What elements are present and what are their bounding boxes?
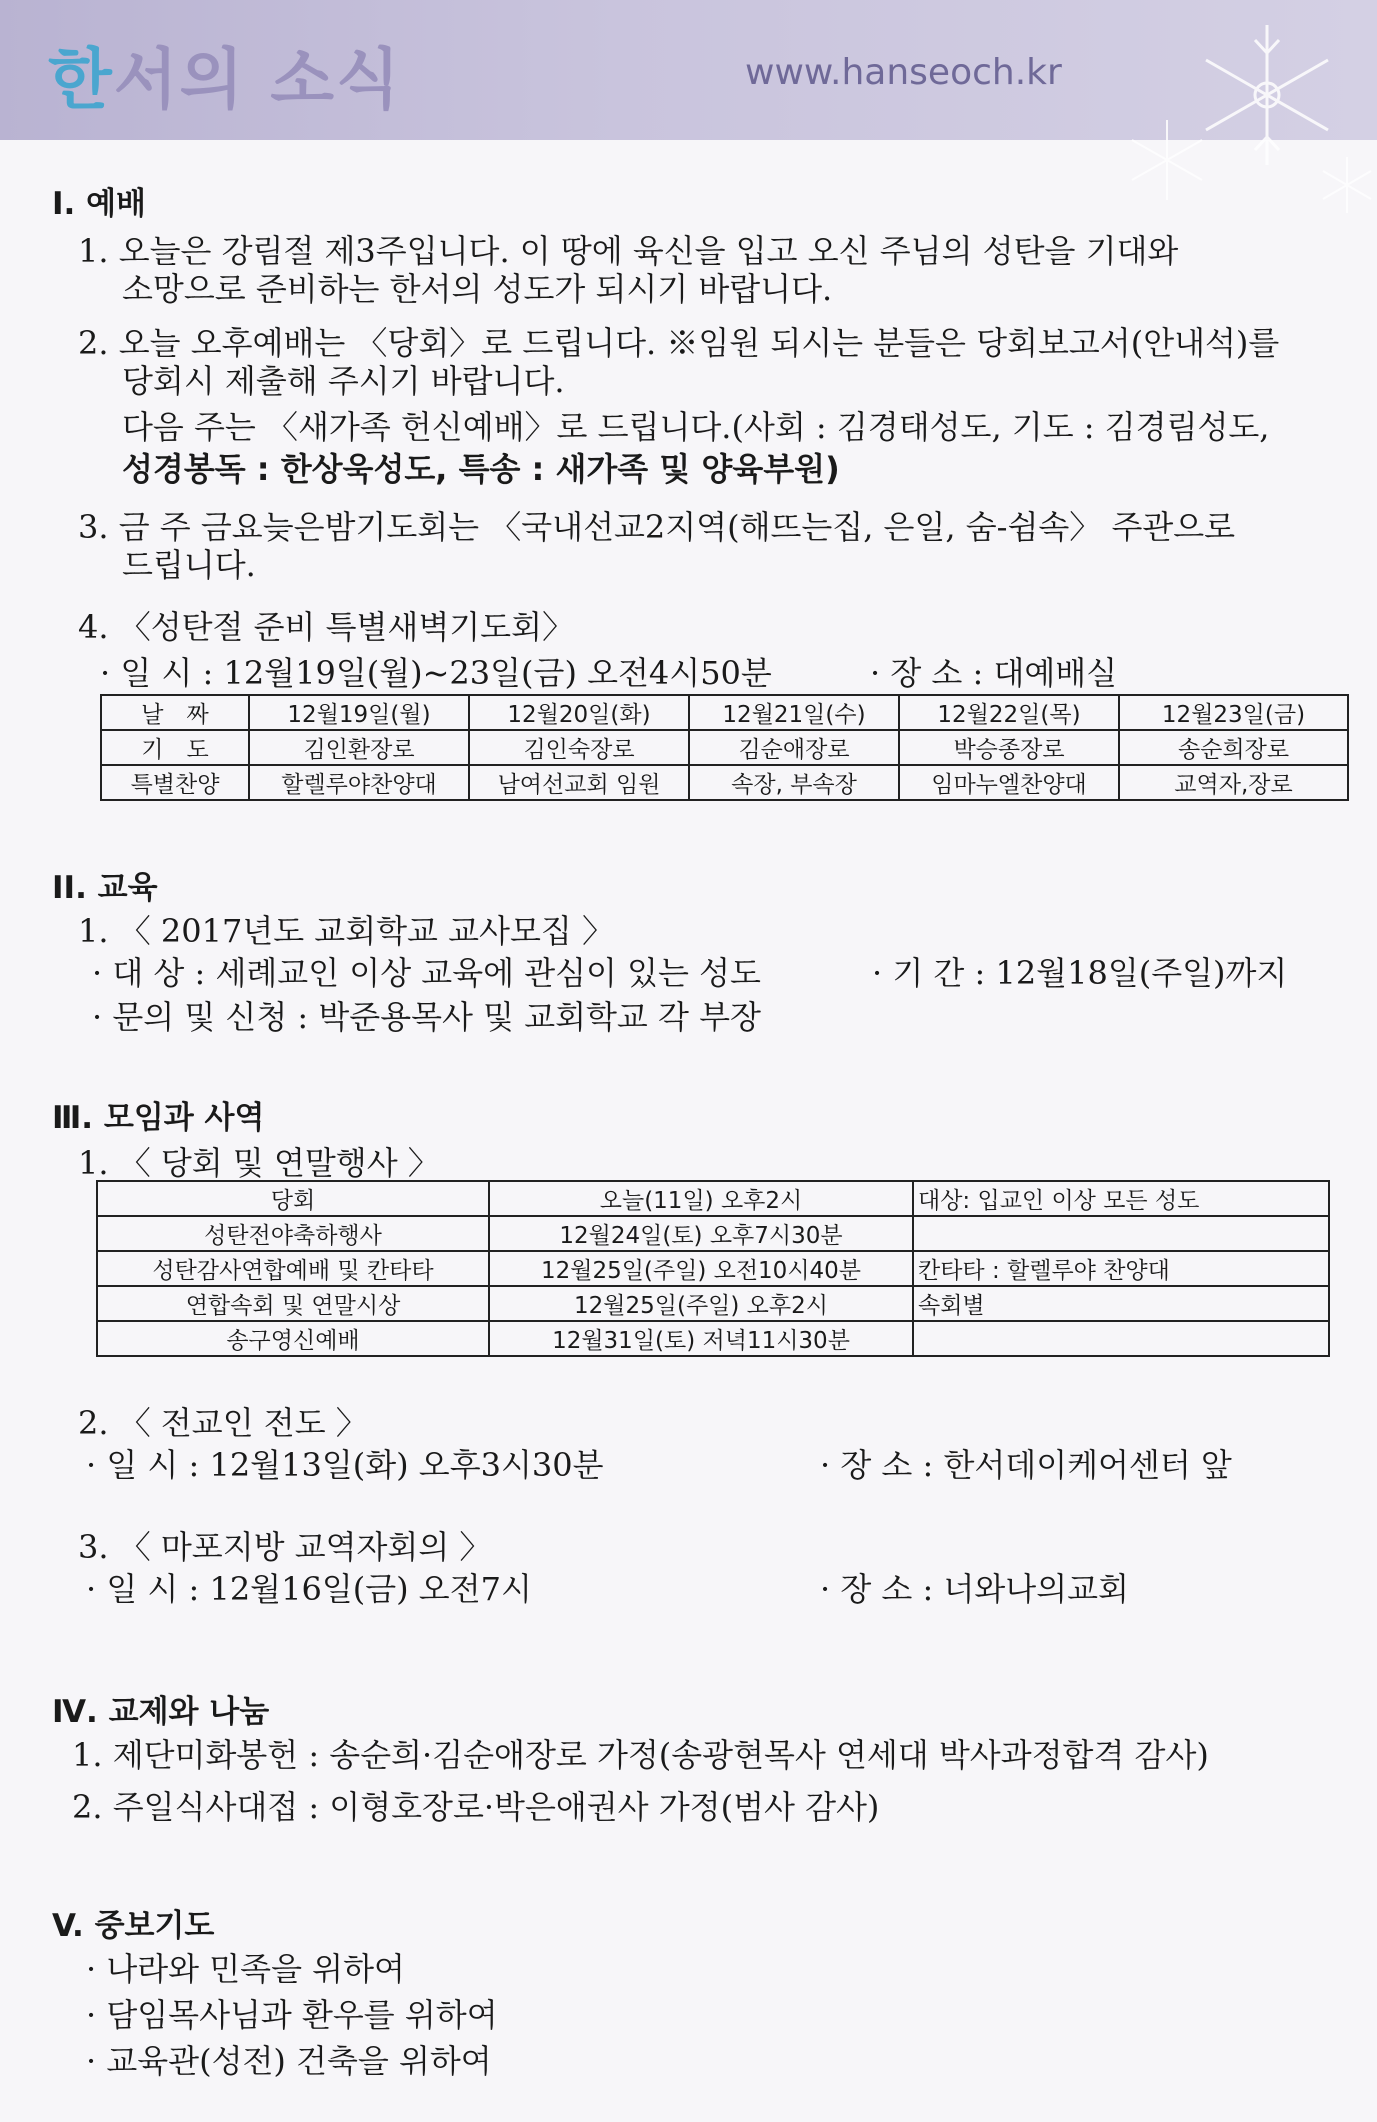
section-worship-heading: I. 예배: [52, 186, 146, 222]
table-cell: 송구영신예배: [97, 1321, 489, 1356]
table-row: [97, 1251, 1329, 1286]
table-cell: [913, 1321, 1329, 1356]
education-item1-title: 1. 〈 2017년도 교회학교 교사모집 〉: [78, 912, 614, 950]
table-cell: 12월24일(토) 오후7시30분: [489, 1216, 913, 1251]
meetings-item3-title: 3. 〈 마포지방 교역자회의 〉: [78, 1528, 492, 1566]
section-meetings-heading: Ⅲ. 모임과 사역: [52, 1100, 265, 1136]
worship-item1-line2: 소망으로 준비하는 한서의 성도가 되시기 바랍니다.: [122, 270, 833, 308]
meetings-item2-place: · 장 소 : 한서데이케어센터 앞: [820, 1446, 1232, 1484]
table-cell: 12월23일(금): [1119, 695, 1348, 730]
table-cell: 남여선교회 임원: [469, 765, 689, 800]
table-cell: 연합속회 및 연말시상: [97, 1286, 489, 1321]
table-row: [97, 1321, 1329, 1356]
section-education-heading: II. 교육: [52, 870, 158, 906]
table-cell: 속회별: [913, 1286, 1329, 1321]
worship-item3-line2: 드립니다.: [122, 546, 256, 584]
year-end-events-table: [96, 1180, 1330, 1357]
worship-item4-time: · 일 시 : 12월19일(월)~23일(금) 오전4시50분: [100, 654, 772, 692]
fellowship-item1: 1. 제단미화봉헌 : 송순희·김순애장로 가정(송광현목사 연세대 박사과정합격 감사): [72, 1736, 1209, 1774]
intercession-item: · 교육관(성전) 건축을 위하여: [86, 2042, 492, 2080]
table-cell: 속장, 부속장: [689, 765, 899, 800]
newsletter-title: [48, 26, 402, 121]
worship-item2-line2: 당회시 제출해 주시기 바랍니다.: [122, 362, 565, 400]
section-intercession-heading: V. 중보기도: [52, 1908, 215, 1944]
intercession-item: · 담임목사님과 환우를 위하여: [86, 1996, 498, 2034]
table-cell: 성탄전야축하행사: [97, 1216, 489, 1251]
table-cell: [913, 1216, 1329, 1251]
meetings-item3-place: · 장 소 : 너와나의교회: [820, 1570, 1129, 1608]
table-cell: 대상: 입교인 이상 모든 성도: [913, 1181, 1329, 1216]
table-cell: 김순애장로: [689, 730, 899, 765]
worship-item1-line1: 1. 오늘은 강림절 제3주입니다. 이 땅에 육신을 입고 오신 주님의 성탄을 기대와: [78, 232, 1179, 270]
table-cell: 김인환장로: [249, 730, 469, 765]
table-row: [97, 1181, 1329, 1216]
table-cell: 칸타타 : 할렐루야 찬양대: [913, 1251, 1329, 1286]
worship-item3-line1: 3. 금 주 금요늦은밤기도회는 〈국내선교2지역(해뜨는집, 은일, 숨-쉼속〉 주관으로: [78, 508, 1236, 546]
table-cell: 임마누엘찬양대: [899, 765, 1119, 800]
table-cell: 박승종장로: [899, 730, 1119, 765]
table-cell: 12월21일(수): [689, 695, 899, 730]
prayer-schedule-table: [100, 694, 1349, 801]
meetings-item1-title: 1. 〈 당회 및 연말행사 〉: [78, 1144, 440, 1182]
education-target: · 대 상 : 세례교인 이상 교육에 관심이 있는 성도: [92, 954, 761, 992]
table-row: [97, 1286, 1329, 1321]
table-cell: 오늘(11일) 오후2시: [489, 1181, 913, 1216]
table-cell: 12월19일(월): [249, 695, 469, 730]
table-row: [101, 695, 1348, 730]
worship-item2-line1: 2. 오늘 오후예배는 〈당회〉로 드립니다. ※임원 되시는 분들은 당회보고서(안내석)를: [78, 324, 1280, 362]
table-cell: 12월25일(주일) 오후2시: [489, 1286, 913, 1321]
table-row: [101, 765, 1348, 800]
table-cell: 날 짜: [101, 695, 249, 730]
table-cell: 기 도: [101, 730, 249, 765]
section-fellowship-heading: Ⅳ. 교제와 나눔: [52, 1694, 270, 1730]
education-period: · 기 간 : 12월18일(주일)까지: [872, 954, 1288, 992]
snowflake-decoration-icon: [1077, 0, 1377, 230]
table-cell: 특별찬양: [101, 765, 249, 800]
table-cell: 12월20일(화): [469, 695, 689, 730]
worship-item2-line4: 성경봉독 : 한상욱성도, 특송 : 새가족 및 양육부원): [122, 450, 840, 488]
title-first-char: 한: [48, 40, 114, 118]
worship-item4-title: 4. 〈성탄절 준비 특별새벽기도회〉: [78, 608, 574, 646]
title-rest: 서의 소식: [113, 40, 402, 118]
intercession-item: · 나라와 민족을 위하여: [86, 1950, 405, 1988]
table-row: [97, 1216, 1329, 1251]
table-cell: 12월31일(토) 저녁11시30분: [489, 1321, 913, 1356]
fellowship-item2: 2. 주일식사대접 : 이형호장로·박은애권사 가정(범사 감사): [72, 1788, 880, 1826]
worship-item4-place: · 장 소 : 대예배실: [870, 654, 1118, 692]
worship-item2-line3: 다음 주는 〈새가족 헌신예배〉로 드립니다.(사회 : 김경태성도, 기도 : 김경림성도,: [122, 408, 1270, 446]
table-cell: 12월22일(목): [899, 695, 1119, 730]
education-inquiry: · 문의 및 신청 : 박준용목사 및 교회학교 각 부장: [92, 998, 761, 1036]
table-cell: 할렐루야찬양대: [249, 765, 469, 800]
table-cell: 김인숙장로: [469, 730, 689, 765]
table-cell: 당회: [97, 1181, 489, 1216]
website-url[interactable]: www.hanseoch.kr: [745, 52, 1062, 93]
table-cell: 성탄감사연합예배 및 칸타타: [97, 1251, 489, 1286]
table-row: [101, 730, 1348, 765]
meetings-item2-time: · 일 시 : 12월13일(화) 오후3시30분: [86, 1446, 604, 1484]
table-cell: 12월25일(주일) 오전10시40분: [489, 1251, 913, 1286]
meetings-item3-time: · 일 시 : 12월16일(금) 오전7시: [86, 1570, 532, 1608]
table-cell: 송순희장로: [1119, 730, 1348, 765]
table-cell: 교역자,장로: [1119, 765, 1348, 800]
meetings-item2-title: 2. 〈 전교인 전도 〉: [78, 1404, 368, 1442]
